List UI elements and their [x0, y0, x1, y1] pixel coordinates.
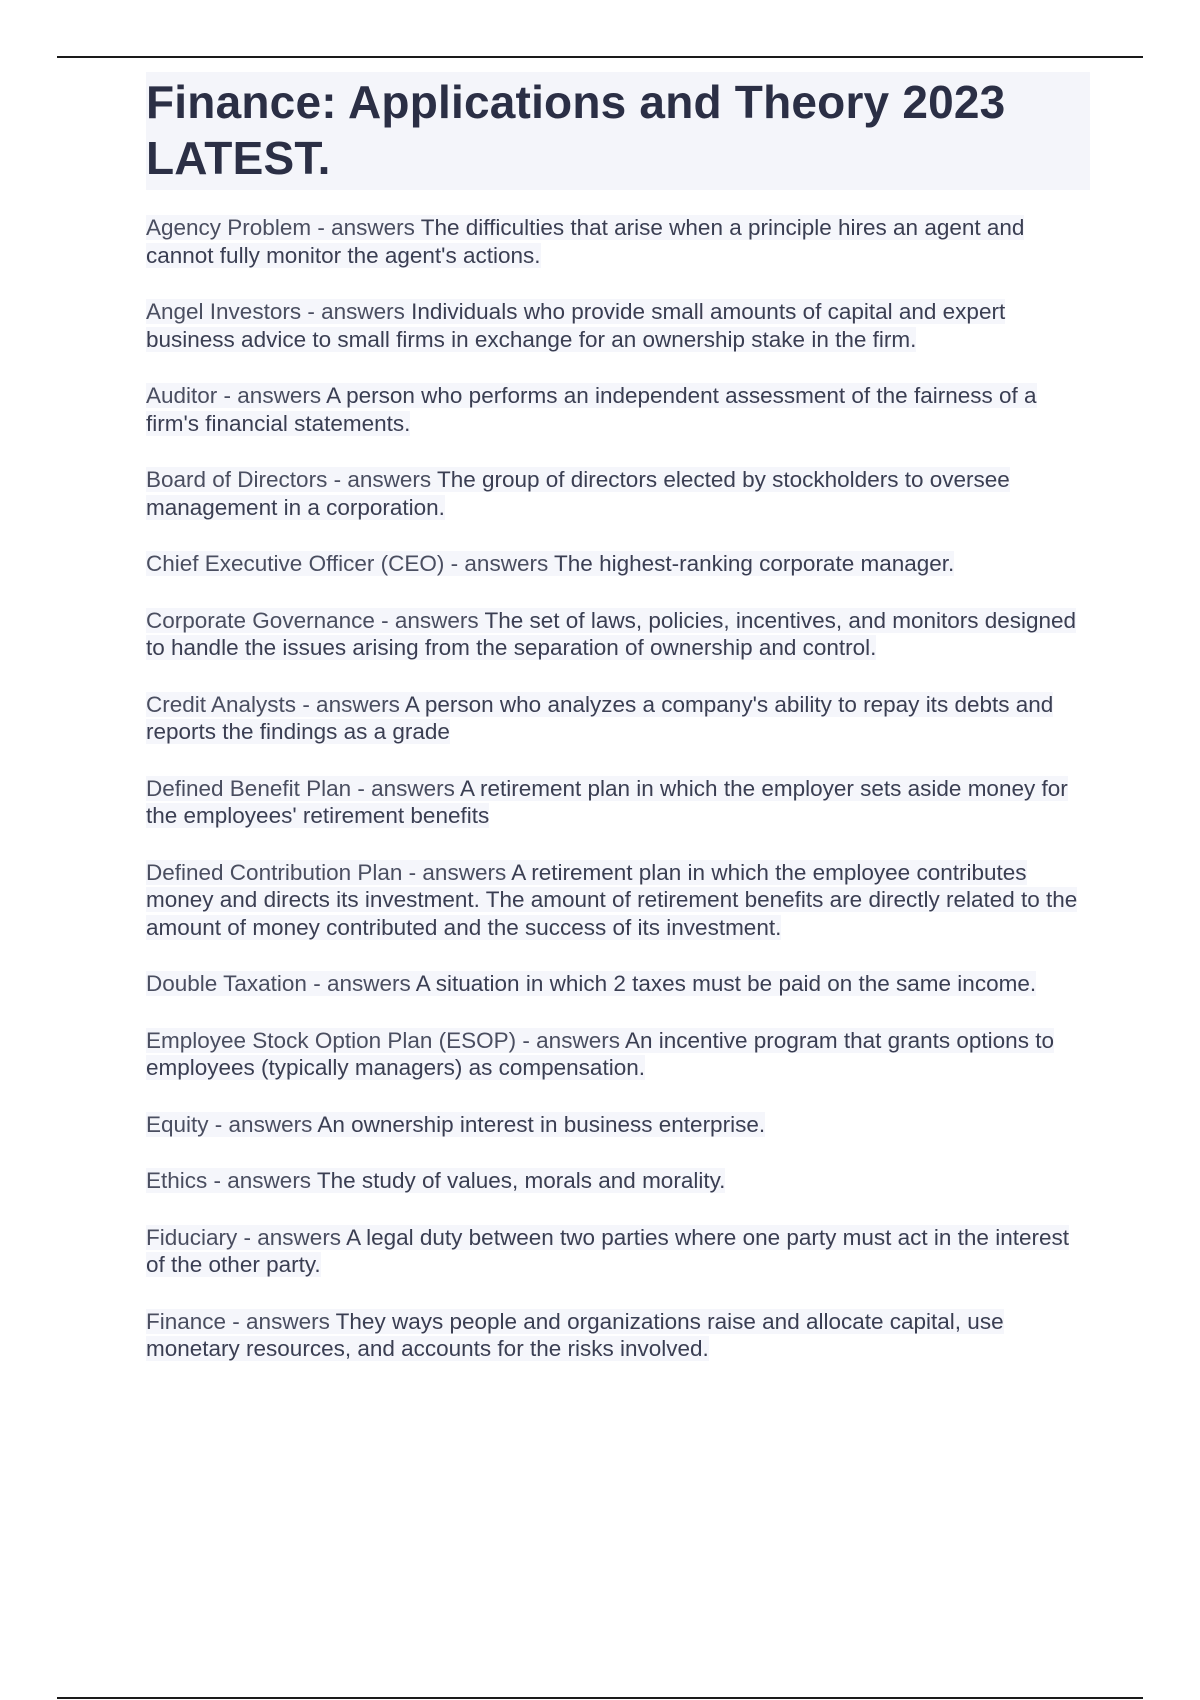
entry-definition: A person who analyzes a company's ability to repay its debts and reports the findings as a grade — [146, 691, 1054, 744]
entry-term: Fiduciary — [146, 1224, 238, 1250]
entry-definition: The difficulties that arise when a principle hires an agent and cannot fully monitor the agent's actions. — [146, 215, 1025, 268]
glossary-entry — [146, 466, 1090, 521]
entry-separator: - answers — [207, 1168, 317, 1193]
entry-definition: The highest-ranking corporate manager. — [554, 551, 955, 576]
top-divider — [57, 56, 1143, 58]
entry-term: Double Taxation — [146, 971, 307, 996]
entry-separator: - answers — [301, 299, 412, 324]
entry-separator: - answers — [226, 1308, 336, 1334]
glossary-entry — [146, 550, 1090, 578]
entry-separator: - answers — [217, 383, 327, 408]
document-body — [146, 72, 1090, 1392]
entry-separator: - answers — [296, 691, 405, 717]
entry-term: Credit Analysts — [146, 691, 297, 717]
entry-definition: A situation in which 2 taxes must be paid on the same income. — [415, 971, 1037, 996]
entry-definition: They ways people and organizations raise and allocate capital, use monetary resources, and accounts for the risks involved. — [146, 1308, 1004, 1361]
entry-separator: - answers — [444, 551, 555, 576]
glossary-list — [146, 214, 1090, 1363]
entry-separator: - answers — [311, 215, 421, 240]
glossary-entry — [146, 775, 1090, 830]
entry-term: Chief Executive Officer (CEO) — [146, 551, 445, 576]
glossary-entry — [146, 607, 1090, 662]
entry-separator: - answers — [516, 1027, 625, 1053]
glossary-entry — [146, 691, 1090, 746]
entry-term: Corporate Governance — [146, 607, 375, 633]
entry-term: Finance — [146, 1308, 227, 1334]
entry-separator: - answers — [327, 467, 437, 492]
entry-term: Defined Benefit Plan — [146, 775, 352, 801]
entry-definition: Individuals who provide small amounts of capital and expert business advice to small firms in exchange for an ownership stake in the firm. — [146, 299, 1006, 352]
entry-definition: An incentive program that grants options to employees (typically managers) as compensation. — [146, 1027, 1054, 1080]
entry-definition: A legal duty between two parties where one party must act in the interest of the other party. — [146, 1224, 1069, 1277]
bottom-divider — [57, 1697, 1143, 1699]
glossary-entry — [146, 859, 1090, 942]
entry-definition: The set of laws, policies, incentives, and monitors designed to handle the issues arising from the separation of ownership and control. — [146, 607, 1077, 660]
entry-term: Agency Problem — [146, 215, 312, 240]
entry-separator: - answers — [208, 1111, 318, 1137]
page-title: Finance: Applications and Theory 2023 LATEST. — [146, 72, 1090, 190]
glossary-entry — [146, 1308, 1090, 1363]
entry-separator: - answers — [306, 971, 416, 996]
entry-separator: - answers — [351, 775, 460, 801]
glossary-entry — [146, 1224, 1090, 1279]
entry-definition: A retirement plan in which the employer sets aside money for the employees' retirement benefits — [146, 775, 1068, 828]
glossary-entry — [146, 382, 1090, 437]
glossary-entry — [146, 1111, 1090, 1139]
glossary-entry — [146, 1167, 1090, 1195]
entry-definition: The group of directors elected by stockholders to oversee management in a corporation. — [146, 467, 1010, 520]
glossary-entry — [146, 970, 1090, 998]
entry-separator: - answers — [237, 1224, 347, 1250]
entry-definition: A person who performs an independent assessment of the fairness of a firm's financial statements. — [146, 383, 1037, 436]
entry-term: Ethics — [146, 1168, 208, 1193]
entry-term: Board of Directors — [146, 467, 328, 492]
entry-separator: - answers — [374, 607, 485, 633]
glossary-entry — [146, 214, 1090, 269]
entry-separator: - answers — [402, 859, 512, 885]
glossary-entry — [146, 298, 1090, 353]
glossary-entry — [146, 1027, 1090, 1082]
entry-term: Equity — [146, 1111, 209, 1137]
entry-definition: The study of values, morals and morality. — [316, 1168, 726, 1193]
entry-definition: A retirement plan in which the employee contributes money and directs its investment. The amount of retirement benefits are directly related to the amount of money contributed and the success of its investment. — [146, 859, 1078, 940]
entry-term: Angel Investors — [146, 299, 302, 324]
entry-definition: An ownership interest in business enterprise. — [317, 1111, 766, 1137]
entry-term: Defined Contribution Plan — [146, 859, 403, 885]
entry-term: Auditor — [146, 383, 218, 408]
entry-term: Employee Stock Option Plan (ESOP) — [146, 1027, 517, 1053]
